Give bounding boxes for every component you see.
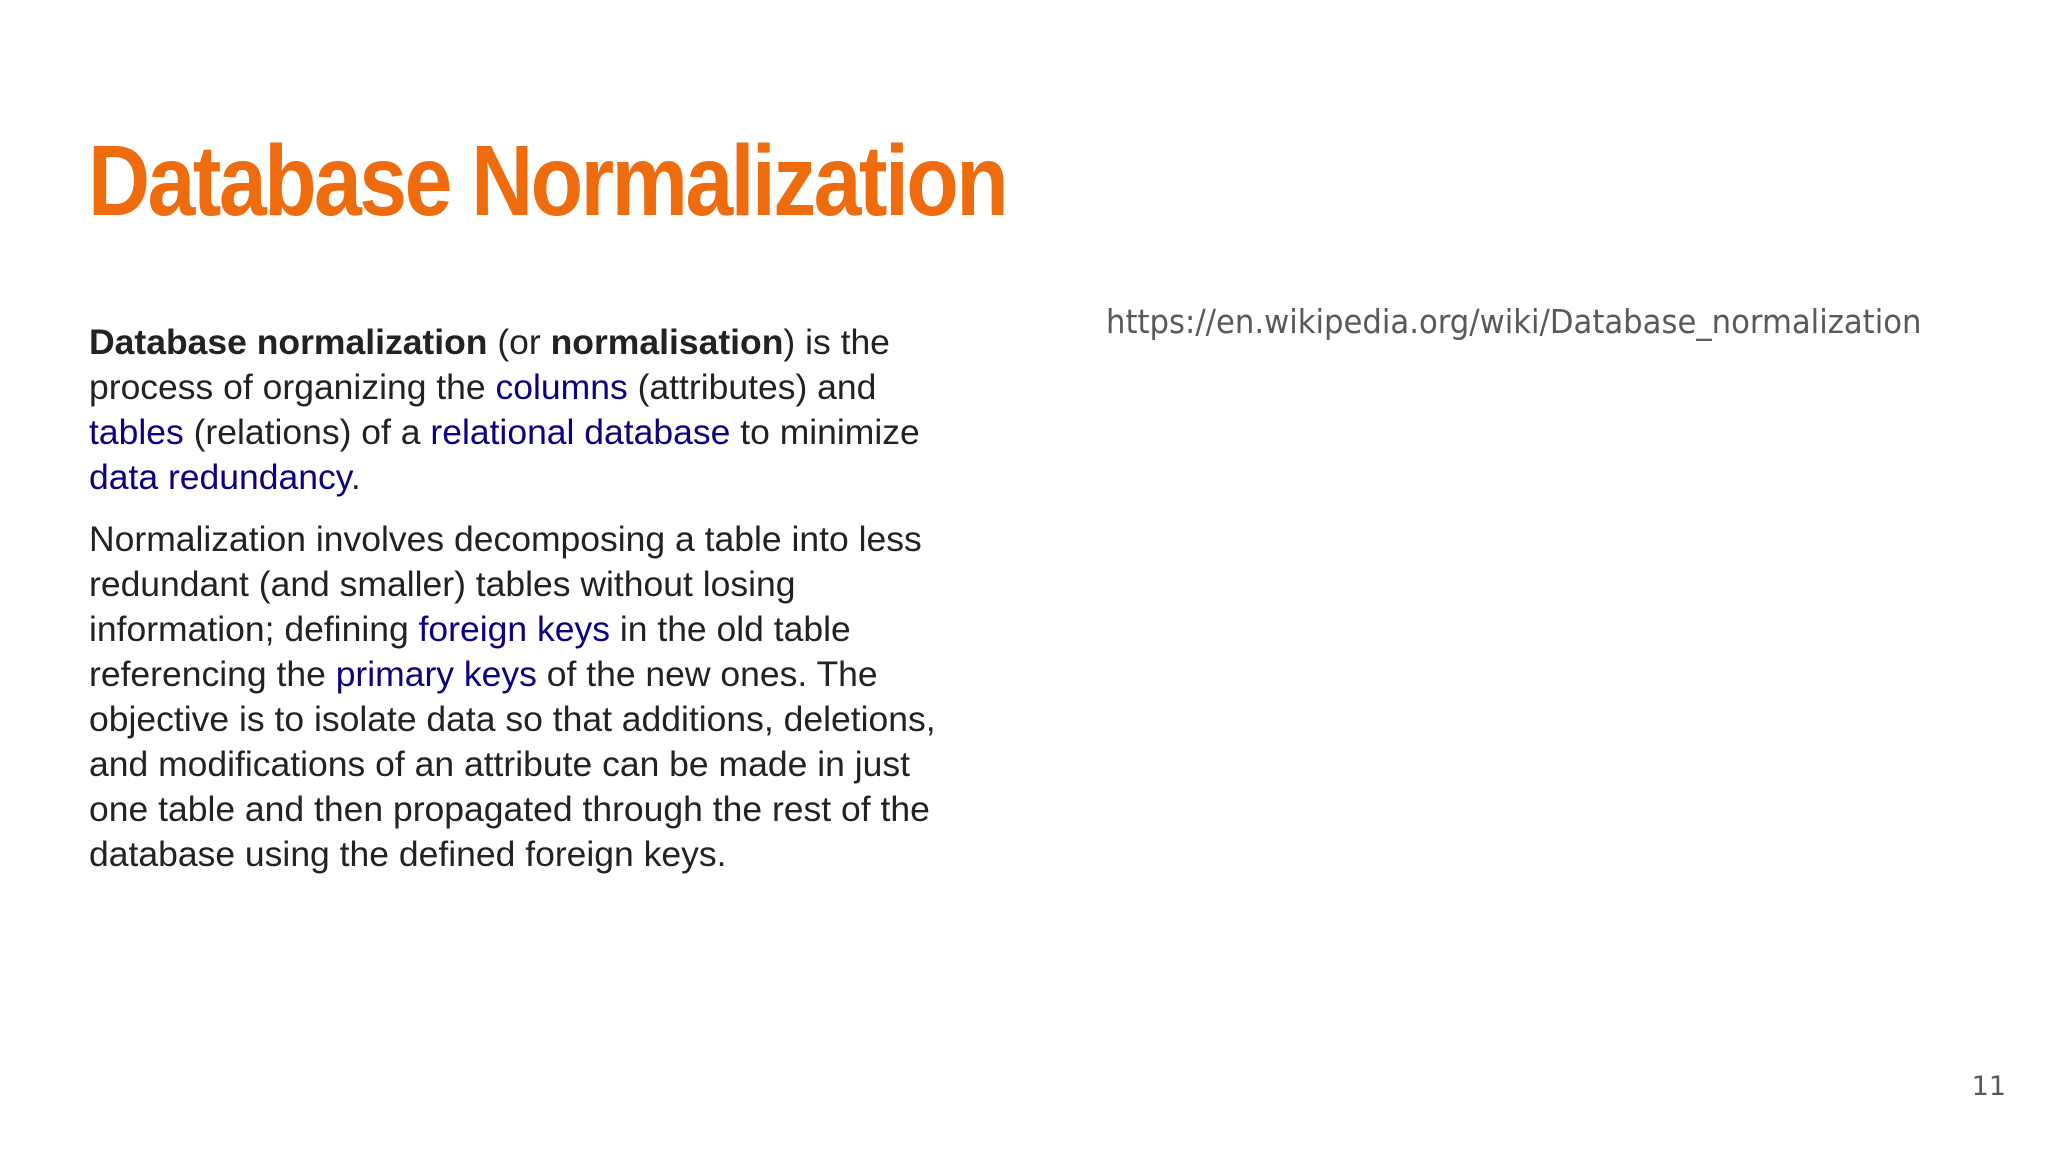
link-tables[interactable]: tables [89, 412, 184, 452]
text-segment: . [350, 457, 361, 497]
text-segment: Normalization involves decomposing a table into less redundant (and smaller) tables without losing information; defining [89, 519, 922, 649]
term-normalisation: normalisation [550, 322, 784, 362]
term-database-normalization: Database normalization [89, 322, 488, 362]
source-url: https://en.wikipedia.org/wiki/Database_normalization [1106, 302, 1922, 341]
text-segment: ) is the process of organizing the [89, 322, 890, 407]
link-data-redundancy[interactable]: data redundancy [89, 457, 351, 497]
text-segment: to minimize [730, 412, 920, 452]
page-number: 11 [1971, 1071, 2006, 1102]
text-segment: (or [487, 322, 551, 362]
text-segment: (relations) of a [183, 412, 431, 452]
link-primary-keys[interactable]: primary keys [335, 654, 537, 694]
text-segment: of the new ones. The objective is to isolate data so that additions, deletions, and modifications of an attribute can be made in just one table and then propagated through the rest of the database using the defined foreign keys. [89, 654, 936, 874]
link-foreign-keys[interactable]: foreign keys [418, 609, 610, 649]
paragraph-explanation [89, 517, 969, 877]
link-relational-database[interactable]: relational database [430, 412, 731, 452]
slide-body [89, 320, 969, 877]
paragraph-definition [89, 320, 969, 500]
slide-title: Database Normalization [88, 125, 1007, 237]
link-columns[interactable]: columns [495, 367, 628, 407]
text-segment: in the old table referencing the [89, 609, 851, 694]
text-segment: (attributes) and [627, 367, 877, 407]
